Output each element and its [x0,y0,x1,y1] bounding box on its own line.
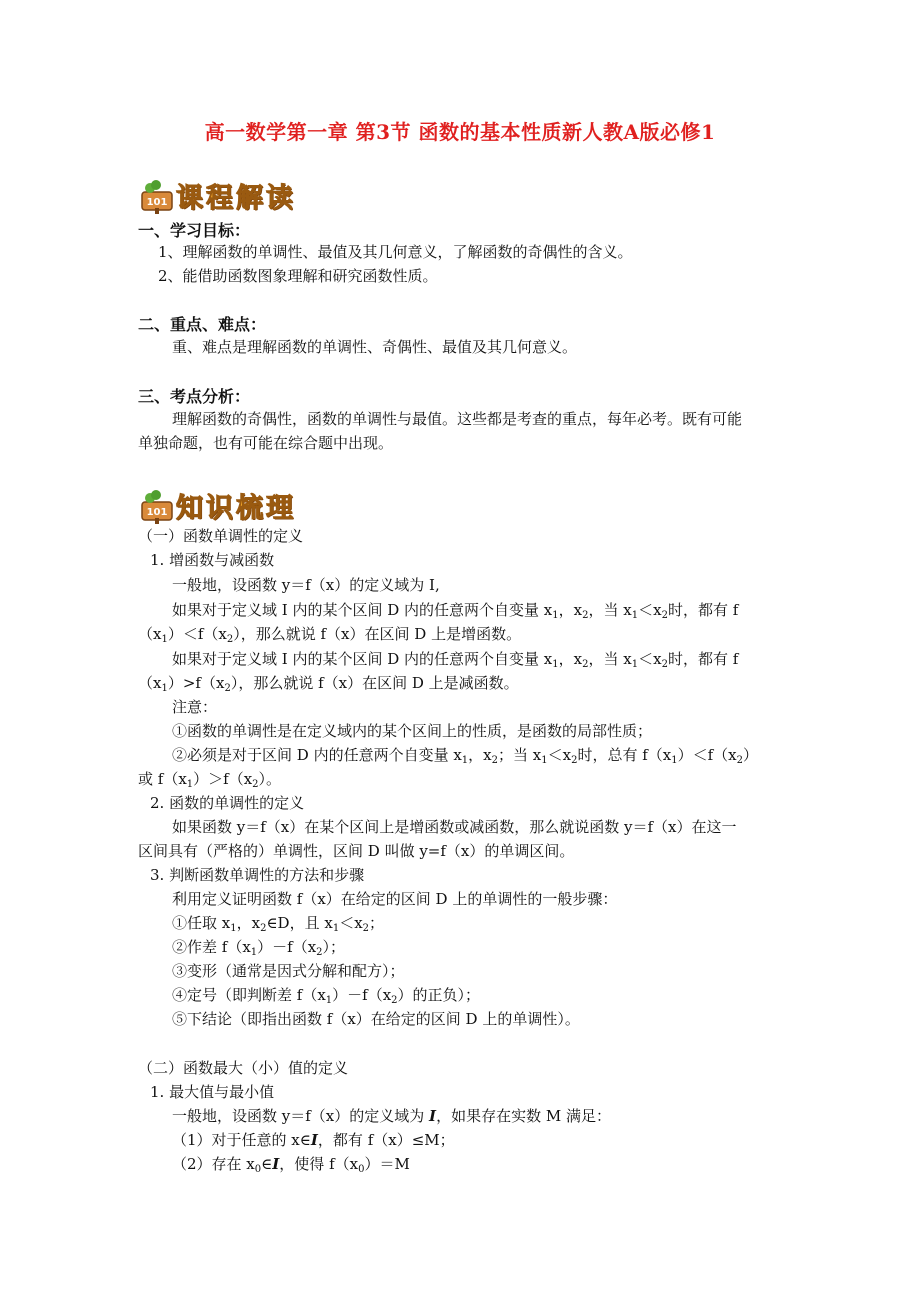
badge-icon-text: 101 [146,507,168,518]
note-label: 注意： [172,698,218,716]
item-inc-dec: 1. 增函数与减函数 [150,551,275,569]
item-max-min: 1. 最大值与最小值 [150,1083,275,1101]
para-increasing-2: $(x_1)<f(x_2)$，那么就说 f（x）在区间 D 上是增函数。 [138,625,522,645]
signpost-101-icon [140,490,174,524]
knowledge-review-badge [136,484,326,526]
method-step-3: ③变形（通常是因式分解和配方）； [172,962,405,980]
item-monotonic-def: 2. 函数的单调性的定义 [150,794,305,812]
method-step-5: ⑤下结论（即指出函数 f（x）在给定的区间 D 上的单调性）。 [172,1010,580,1028]
badge-icon-text: 101 [146,197,168,208]
course-reading-label: 课程解读 [176,183,296,214]
analysis-line-1: 理解函数的奇偶性，函数的单调性与最值。这些都是考查的重点，每年必考。既有可能 [172,410,743,428]
para-decreasing-1: 如果对于定义域 I 内的某个区间 D 内的任意两个自变量 $x_1$，$x_2$，当 $x_1<x_2$时，都有 f [172,650,739,670]
analysis-line-2: 单独命题，也有可能在综合题中出现。 [138,434,394,452]
subsection-monotonic: （一）函数单调性的定义 [138,527,304,545]
note-1: ①函数的单调性是在定义域内的某个区间上的性质，是函数的局部性质； [172,722,653,740]
monotonic-def-1: 如果函数 y＝f（x）在某个区间上是增函数或减函数，那么就说函数 y＝f（x）在这一 [172,818,737,836]
subsection-maxmin: （二）函数最大（小）值的定义 [138,1059,349,1077]
maxmin-cond-2: （2）存在 $x_0\in I$，使得 $f(x_0)=M$ [172,1155,410,1175]
keypoints-line: 重、难点是理解函数的单调性、奇偶性、最值及其几何意义。 [172,338,578,356]
section-heading-analysis: 三、考点分析： [138,387,251,406]
goal-line-1: 1、理解函数的单调性、最值及其几何意义，了解函数的奇偶性的含义。 [158,243,633,261]
monotonic-def-2: 区间具有（严格的）单调性，区间 D 叫做 y=f（x）的单调区间。 [138,842,575,860]
method-step-4: ④定号（即判断差 $f(x_1)-f(x_2)$的正负）； [172,986,481,1006]
section-heading-keypoints: 二、重点、难点： [138,315,267,334]
para-domain: 一般地，设函数 y＝f（x）的定义域为 I, [172,576,440,594]
item-method: 3. 判断函数单调性的方法和步骤 [150,866,365,884]
maxmin-cond-1: （1）对于任意的 x∈I，都有 f（x）≤M； [172,1131,455,1149]
goal-line-2: 2、能借助函数图象理解和研究函数性质。 [158,267,438,285]
method-intro: 利用定义证明函数 f（x）在给定的区间 D 上的单调性的一般步骤： [172,890,618,908]
section-heading-goals: 一、学习目标： [138,221,251,240]
method-step-1: ①任取 $x_1$，$x_2\in D$，且 $x_1<x_2$； [172,914,385,934]
para-increasing-1: 如果对于定义域 I 内的某个区间 D 内的任意两个自变量 $x_1$，$x_2$，当 $x_1<x_2$时，都有 f [172,601,739,621]
method-step-2: ②作差 $f(x_1)-f(x_2)$； [172,938,346,958]
note-2-cont: 或 $f(x_1)>f(x_2)$。 [138,770,282,790]
maxmin-intro: 一般地，设函数 y＝f（x）的定义域为 I，如果存在实数 M 满足： [172,1107,611,1125]
para-decreasing-2: $(x_1)>f(x_2)$，那么就说 f（x）在区间 D 上是减函数。 [138,674,519,694]
page-title: 高一数学第一章 第3节 函数的基本性质新人教A版必修1 [204,120,716,144]
note-2: ②必须是对于区间 D 内的任意两个自变量 $x_1$，$x_2$；当 $x_1<x_2$时，总有 $f(x_1)<f(x_2)$ [172,746,759,766]
knowledge-review-label: 知识梳理 [176,493,296,524]
course-reading-badge [136,174,326,216]
signpost-101-icon [140,180,174,214]
